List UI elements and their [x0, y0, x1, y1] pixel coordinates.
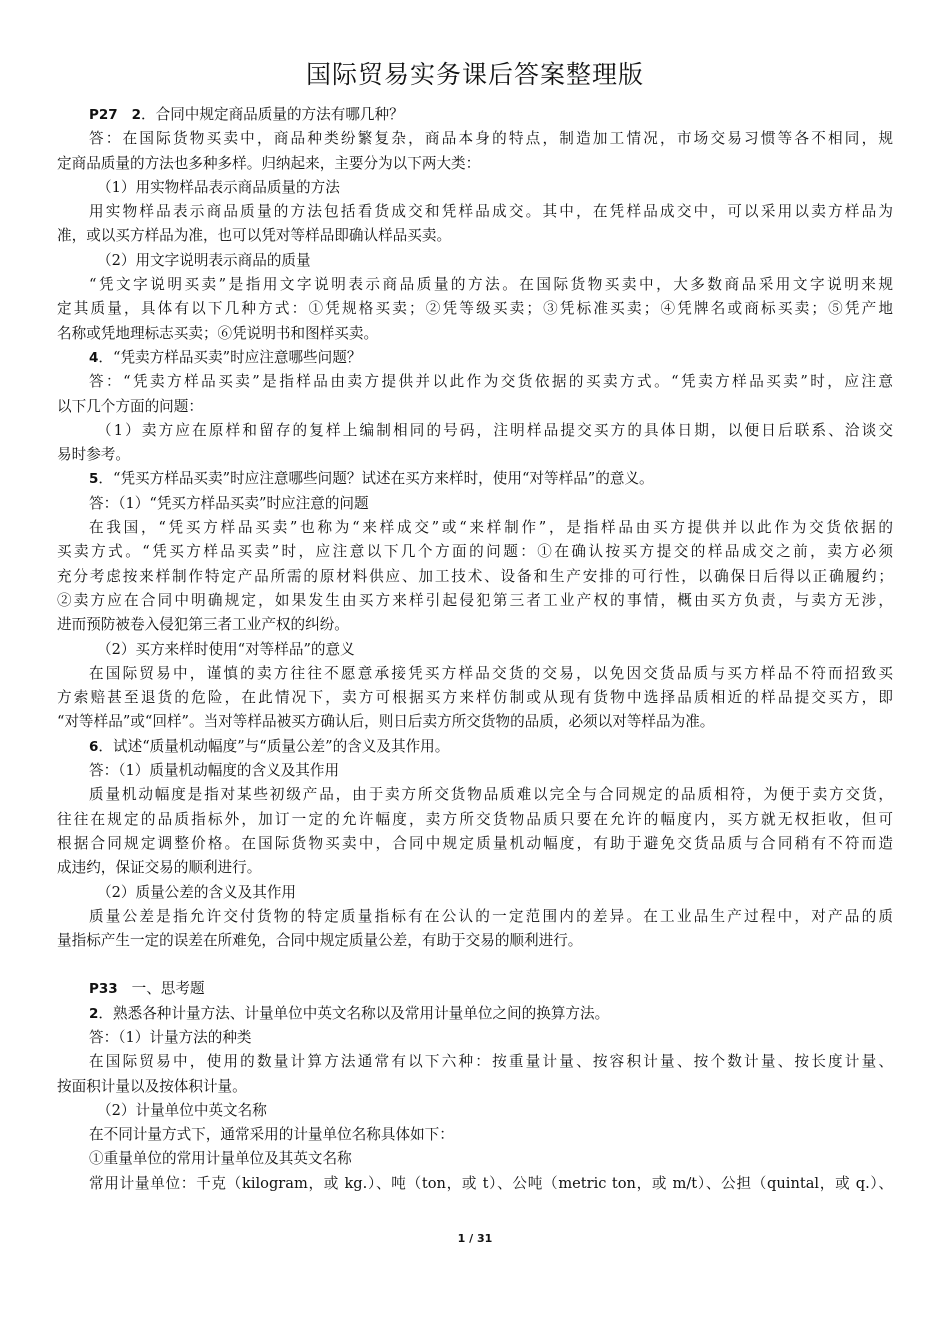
question-text: ．“凭买方样品买卖”时应注意哪些问题？试述在买方来样时，使用“对等样品”的意义。 [98, 470, 654, 488]
document-body [57, 103, 893, 1196]
paragraph-continuation: ②卖方应在合同中明确规定，如果发生由买方来样引起侵犯第三者工业产权的事情，概由买方负责，与卖方无涉， [57, 591, 893, 609]
paragraph-line: “凭文字说明买卖”是指用文字说明表示商品质量的方法。在国际货物买卖中，大多数商品采用文字说明来规 [89, 276, 893, 294]
paragraph-line: 在我国，“凭买方样品买卖”也称为“来样成交”或“来样制作”，是指样品由买方提供并以此作为交货依据的 [89, 519, 893, 537]
paragraph-line: 质量公差是指允许交付货物的特定质量指标有在公认的一定范围内的差异。在工业品生产过程中，对产品的质 [89, 907, 893, 925]
paragraph-continuation: 名称或凭地理标志买卖；⑥凭说明书和图样买卖。 [57, 324, 379, 342]
question-line [57, 103, 893, 127]
question-line [57, 977, 893, 1001]
paragraph-continuation: 定商品质量的方法也多种多样。归纳起来，主要分为以下两大类： [57, 154, 481, 172]
paragraph-line: （2）计量单位中英文名称 [97, 1101, 267, 1119]
paragraph-line: 用实物样品表示商品质量的方法包括看货成交和凭样品成交。其中，在凭样品成交中，可以采用以卖方样品为 [89, 203, 893, 221]
question-line [57, 467, 893, 491]
paragraph-line: 答：（1）计量方法的种类 [89, 1028, 252, 1046]
question-number: 2 [89, 1005, 99, 1022]
paragraph-continuation: 进而预防被卷入侵犯第三者工业产权的纠纷。 [57, 616, 349, 634]
paragraph-line: 答：（1）“凭买方样品买卖”时应注意的问题 [89, 494, 369, 512]
question-number: 6 [89, 738, 99, 755]
paragraph-continuation: “对等样品”或“回样”。当对等样品被买方确认后，则日后卖方所交货物的品质，必须以对等样品为准。 [57, 713, 715, 731]
question-number: 4 [89, 349, 99, 366]
page-ref-tag: P27 [89, 107, 118, 123]
question-text: 一、思考题 [131, 980, 205, 998]
paragraph-continuation: 方索赔甚至退货的危险，在此情况下，卖方可根据买方来样仿制或从现有货物中选择品质相近的样品提交买方，即 [57, 689, 893, 707]
question-line [57, 346, 893, 370]
paragraph-continuation: 成违约，保证交易的顺利进行。 [57, 859, 262, 877]
paragraph-line: 在国际贸易中，谨慎的卖方往往不愿意承接凭买方样品交货的交易，以免因交货品质与买方样品不符而招致买 [89, 664, 893, 682]
paragraph-line: （1）用实物样品表示商品质量的方法 [97, 178, 340, 196]
paragraph-line: 答：（1）质量机动幅度的含义及其作用 [89, 762, 340, 780]
page-title: 国际贸易实务课后答案整理版 [305, 60, 644, 89]
paragraph-line: 答：在国际货物买卖中，商品种类纷繁复杂，商品本身的特点，制造加工情况，市场交易习惯等各不相同，规 [89, 130, 893, 148]
paragraph-line: 在不同计量方式下，通常采用的计量单位名称具体如下： [89, 1126, 454, 1144]
paragraph-continuation: 根据合同规定调整价格。在国际货物买卖中，合同中规定质量机动幅度，有助于避免交货品质与合同稍有不符而造 [57, 834, 893, 852]
question-line [57, 735, 893, 759]
paragraph-continuation: 易时参考。 [57, 446, 130, 464]
paragraph-continuation: 买卖方式。“凭买方样品买卖”时，应注意以下几个方面的问题：①在确认按买方提交的样品成交之前，卖方必须 [57, 543, 893, 561]
question-text: ．熟悉各种计量方法、计量单位中英文名称以及常用计量单位之间的换算方法。 [98, 1004, 610, 1022]
paragraph-continuation: 往往在规定的品质指标外，加订一定的允许幅度，卖方所交货物品质只要在允许的幅度内，买方就无权拒收，但可 [57, 810, 893, 828]
paragraph-continuation: 充分考虑按来样制作特定产品所需的原材料供应、加工技术、设备和生产安排的可行性，以确保日后得以正确履约； [57, 567, 893, 585]
paragraph-continuation: 量指标产生一定的误差在所难免，合同中规定质量公差，有助于交易的顺利进行。 [57, 932, 583, 950]
question-text: ．合同中规定商品质量的方法有哪几种？ [141, 106, 404, 123]
paragraph-continuation: 按面积计量以及按体积计量。 [57, 1077, 247, 1095]
paragraph-line: 在国际贸易中，使用的数量计算方法通常有以下六种：按重量计量、按容积计量、按个数计量、按长度计量、 [89, 1053, 893, 1071]
paragraph-continuation: 定其质量，具体有以下几种方式：①凭规格买卖；②凭等级买卖；③凭标准买卖；④凭牌名或商标买卖；⑤凭产地 [57, 300, 893, 318]
page-number: 1 / 31 [457, 1232, 493, 1245]
paragraph-line: （2）用文字说明表示商品的质量 [97, 251, 311, 269]
paragraph-continuation: 准，或以买方样品为准，也可以凭对等样品即确认样品买卖。 [57, 227, 452, 245]
question-number: 5 [89, 471, 99, 488]
paragraph-line: 答：“凭卖方样品买卖”是指样品由卖方提供并以此作为交货依据的买卖方式。“凭卖方样品买卖”时，应注意 [89, 373, 893, 391]
paragraph-line: （2）质量公差的含义及其作用 [97, 883, 297, 901]
question-text: ．试述“质量机动幅度”与“质量公差”的含义及其作用。 [98, 737, 450, 755]
paragraph-line: （2）买方来样时使用“对等样品”的意义 [97, 640, 355, 658]
paragraph-line: ①重量单位的常用计量单位及其英文名称 [89, 1150, 352, 1168]
question-number: 2 [131, 107, 142, 123]
question-text: ．“凭卖方样品买卖”时应注意哪些问题？ [98, 348, 362, 366]
page-ref-tag: P33 [89, 981, 118, 998]
paragraph-line: 常用计量单位：千克（kilogram，或 kg.）、吨（ton，或 t）、公吨（metric ton，或 m/t）、公担（quintal，或 q.）、 [89, 1174, 893, 1192]
paragraph-line: 质量机动幅度是指对某些初级产品，由于卖方所交货物品质难以完全与合同规定的品质相符，为便于卖方交货， [89, 786, 893, 804]
blank-line [57, 953, 893, 977]
paragraph-continuation: 以下几个方面的问题： [57, 397, 203, 415]
question-line [57, 1002, 893, 1026]
paragraph-line: （1）卖方应在原样和留存的复样上编制相同的号码，注明样品提交买方的具体日期，以便日后联系、洽谈交 [97, 421, 893, 439]
